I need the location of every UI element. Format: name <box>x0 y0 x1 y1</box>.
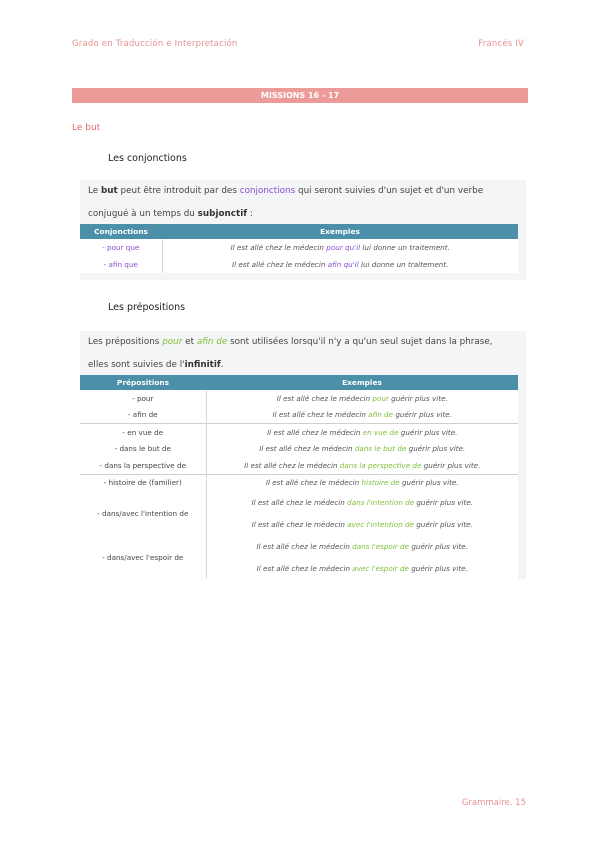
missions-banner <box>72 88 528 103</box>
intro-text: qui seront suivies d'un sujet et d'un verbe <box>295 186 484 196</box>
example-text: Il est allé chez le médecin <box>251 519 348 529</box>
example-highlight: afin qu'il <box>327 260 359 269</box>
table-row <box>80 491 518 513</box>
example-text: guérir plus vite. <box>406 444 466 454</box>
example-text: lui donne un traitement. <box>360 243 450 252</box>
example-cell <box>162 239 518 256</box>
example-text: Il est allé chez le médecin <box>272 410 369 420</box>
example-highlight: pour qu'il <box>326 243 361 252</box>
intro-highlight-conjonctions: conjonctions <box>239 186 296 196</box>
intro-bold-subjonctif: subjonctif <box>197 209 248 219</box>
table-row <box>80 474 518 491</box>
table-row <box>80 441 518 458</box>
col-header-conjonctions: Conjonctions <box>80 224 162 239</box>
conjonctions-intro <box>88 180 483 226</box>
conjonction-cell: - pour que <box>80 239 162 256</box>
intro-text: et <box>182 337 197 347</box>
conjonctions-heading: Les conjonctions <box>108 153 187 164</box>
example-text: Il est allé chez le médecin <box>244 460 340 470</box>
preposition-cell: - histoire de (familier) <box>80 474 206 491</box>
example-cell <box>206 424 518 441</box>
col-header-exemples: Exemples <box>206 375 518 390</box>
example-text: Il est allé chez le médecin <box>230 243 327 252</box>
example-cell <box>162 256 518 273</box>
example-text: Il est allé chez le médecin <box>265 478 362 488</box>
example-highlight: histoire de <box>361 478 400 488</box>
example-cell <box>206 513 518 535</box>
example-cell <box>206 457 518 474</box>
prepositions-table <box>80 375 518 579</box>
example-highlight: en vue de <box>362 427 399 437</box>
intro-text: sont utilisées lorsqu'il n'y a qu'un seul sujet dans la phrase, <box>227 337 493 347</box>
preposition-cell: - dans/avec l'espoir de <box>80 535 206 579</box>
intro-text: conjugué à un temps du <box>88 209 198 219</box>
example-text: Il est allé chez le médecin <box>256 541 353 551</box>
preposition-cell: - dans le but de <box>80 441 206 458</box>
table-row <box>80 256 518 273</box>
example-text: guérir plus vite. <box>414 497 474 507</box>
example-text: Il est allé chez le médecin <box>256 563 353 573</box>
example-cell <box>206 557 518 579</box>
example-highlight: dans la perspective de <box>339 460 422 470</box>
intro-text: Le <box>88 186 101 196</box>
header-left: Grado en Traducción e Interpretación <box>72 39 238 49</box>
conjonctions-box <box>80 180 526 280</box>
intro-bold-infinitif: infinitif <box>184 360 221 370</box>
example-text: Il est allé chez le médecin <box>259 444 355 454</box>
example-text: Il est allé chez le médecin <box>232 260 328 269</box>
intro-text: : <box>247 209 253 219</box>
preposition-cell: - en vue de <box>80 424 206 441</box>
example-text: Il est allé chez le médecin <box>251 497 348 507</box>
prepositions-heading: Les prépositions <box>108 302 186 313</box>
example-highlight: dans l'intention de <box>347 497 415 507</box>
preposition-cell: - pour <box>80 390 206 407</box>
example-text: Il est allé chez le médecin <box>276 393 373 403</box>
prepositions-box <box>80 331 526 579</box>
example-text: guérir plus vite. <box>393 410 452 420</box>
example-text: guérir plus vite. <box>408 563 468 573</box>
section-title: Le but <box>72 123 101 133</box>
example-highlight: dans l'espoir de <box>352 541 410 551</box>
example-cell <box>206 474 518 491</box>
table-row <box>80 390 518 407</box>
conjonction-cell: - afin que <box>80 256 162 273</box>
example-highlight: avec l'intention de <box>347 519 414 529</box>
example-highlight: pour <box>372 393 389 403</box>
prepositions-intro <box>88 331 493 377</box>
col-header-prepositions: Prépositions <box>80 375 206 390</box>
preposition-cell: - dans/avec l'intention de <box>80 491 206 535</box>
intro-text: elles sont suivies de l' <box>88 360 185 370</box>
table-row <box>80 457 518 474</box>
table-row <box>80 424 518 441</box>
intro-text: . <box>220 360 224 370</box>
intro-text: Les prépositions <box>88 337 163 347</box>
example-text: guérir plus vite. <box>421 460 481 470</box>
header-right: Francés IV <box>478 39 524 49</box>
intro-highlight-pour: pour <box>162 337 183 347</box>
example-cell <box>206 491 518 513</box>
intro-text: peut être introduit par des <box>117 186 240 196</box>
conjonctions-table <box>80 224 518 273</box>
example-cell <box>206 407 518 424</box>
preposition-cell: - afin de <box>80 407 206 424</box>
example-highlight: dans le but de <box>354 444 407 454</box>
example-cell <box>206 441 518 458</box>
col-header-exemples: Exemples <box>162 224 518 239</box>
preposition-cell: - dans la perspective de <box>80 457 206 474</box>
intro-bold-but: but <box>100 186 118 196</box>
intro-highlight-afin-de: afin de <box>196 337 228 347</box>
example-text: guérir plus vite. <box>388 393 448 403</box>
example-highlight: afin de <box>368 410 394 420</box>
table-row <box>80 535 518 557</box>
example-text: Il est allé chez le médecin <box>267 427 363 437</box>
page-footer: Grammaire. 15 <box>461 798 526 808</box>
example-text: guérir plus vite. <box>409 541 468 551</box>
example-highlight: avec l'espoir de <box>352 563 409 573</box>
example-cell <box>206 535 518 557</box>
table-row <box>80 407 518 424</box>
example-text: guérir plus vite. <box>399 478 459 488</box>
missions-banner-label: MISSIONS 16 - 17 <box>257 91 343 100</box>
example-cell <box>206 390 518 407</box>
example-text: guérir plus vite. <box>413 519 473 529</box>
example-text: guérir plus vite. <box>398 427 458 437</box>
table-row <box>80 239 518 256</box>
example-text: lui donne un traitement. <box>358 260 449 269</box>
